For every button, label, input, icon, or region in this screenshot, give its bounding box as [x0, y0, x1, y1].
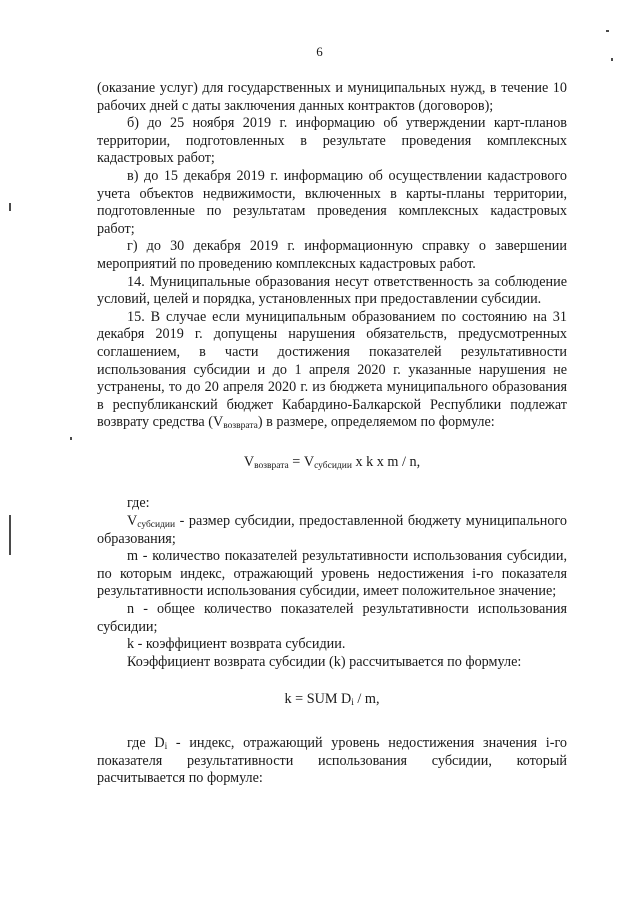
- formula-return: [97, 454, 567, 472]
- paragraph-item-g: г) до 30 декабря 2019 г. информационную справку о завершении мероприятий по проведению комплексных кадастровых работ.: [97, 238, 567, 272]
- formula-k-rhs: / m,: [353, 691, 380, 708]
- formula-k: [97, 691, 567, 709]
- definition-v-text: - размер субсидии, предоставленной бюджету муниципального образования;: [97, 513, 567, 547]
- paragraph-14: 14. Муниципальные образования несут ответственность за соблюдение условий, целей и порядка, установленных при предоставлении субсидии.: [97, 273, 567, 308]
- definition-v-sub: субсидии: [137, 520, 176, 531]
- document-body: [97, 80, 567, 788]
- definition-n: n - общее количество показателей результативности использования субсидии;: [97, 601, 567, 635]
- definition-m: m - количество показателей результативности использования субсидии, по которым индекс, отражающий уровень недостижения i-го показателя результативности использования субсидии, имеет положительное значение;: [97, 548, 567, 600]
- where-intro: где:: [127, 495, 150, 512]
- definition-di-start: где D: [127, 735, 165, 751]
- scan-mark-right-2: [611, 58, 613, 61]
- definition-k: k - коэффициент возврата субсидии.: [127, 636, 346, 653]
- definition-v: [97, 513, 567, 548]
- scan-mark-left-3: [9, 515, 11, 555]
- paragraph-15-text: 15. В случае если муниципальным образованием по состоянию на 31 декабря 2019 г. допущены нарушения обязательств, предусмотренных соглашением, в части достижения показателей результативности использования субсидии и до 1 апреля 2020 г. указанные нарушения не устранены, то до 20 апреля 2020 г. из бюджета муниципального образования в республиканский бюджет Кабардино-Балкарской Республики подлежат возврату средства (V: [97, 308, 567, 431]
- definition-v-symbol: V: [127, 513, 138, 530]
- formula-k-lhs: k = SUM D: [284, 691, 352, 708]
- definition-di: [97, 735, 567, 788]
- definition-di-text: - индекс, отражающий уровень недостижения значения i-го показателя результативности использования субсидии, который расчитывается по формуле:: [97, 735, 568, 787]
- formula-v: V: [243, 453, 255, 470]
- k-formula-intro: Коэффициент возврата субсидии (k) рассчитывается по формуле:: [127, 653, 522, 670]
- formula-sub-subsidy: субсидии: [314, 460, 352, 471]
- formula-eq: = V: [288, 453, 315, 470]
- formula-rest: x k x m / n,: [351, 453, 421, 470]
- paragraph-item-b: б) до 25 ноября 2019 г. информацию об утверждении карт-планов территории, подготовленных в результате проведения комплексных кадастровых работ;: [97, 115, 567, 167]
- paragraph-15: [97, 309, 567, 432]
- paragraph-continuation: (оказание услуг) для государственных и муниципальных нужд, в течение 10 рабочих дней с даты заключения данных контрактов (договоров);: [97, 80, 567, 114]
- formula-k-sub: i: [351, 698, 354, 709]
- formula-sub-return: возврата: [254, 460, 289, 471]
- paragraph-15-subscript: возврата: [223, 421, 258, 432]
- scan-mark-left-1: [9, 203, 11, 211]
- paragraph-15-end: ) в размере, определяемом по формуле:: [257, 414, 495, 431]
- scan-mark-right-1: [606, 30, 609, 32]
- scan-mark-left-2: [70, 437, 72, 440]
- definition-di-sub: i: [164, 742, 168, 752]
- page-number: 6: [316, 44, 323, 59]
- paragraph-item-v: в) до 15 декабря 2019 г. информацию об осуществлении кадастрового учета объектов недвижимости, включенных в карты-планы территории, подготовленные по результатам проведения комплексных кадастровых работ;: [97, 167, 567, 237]
